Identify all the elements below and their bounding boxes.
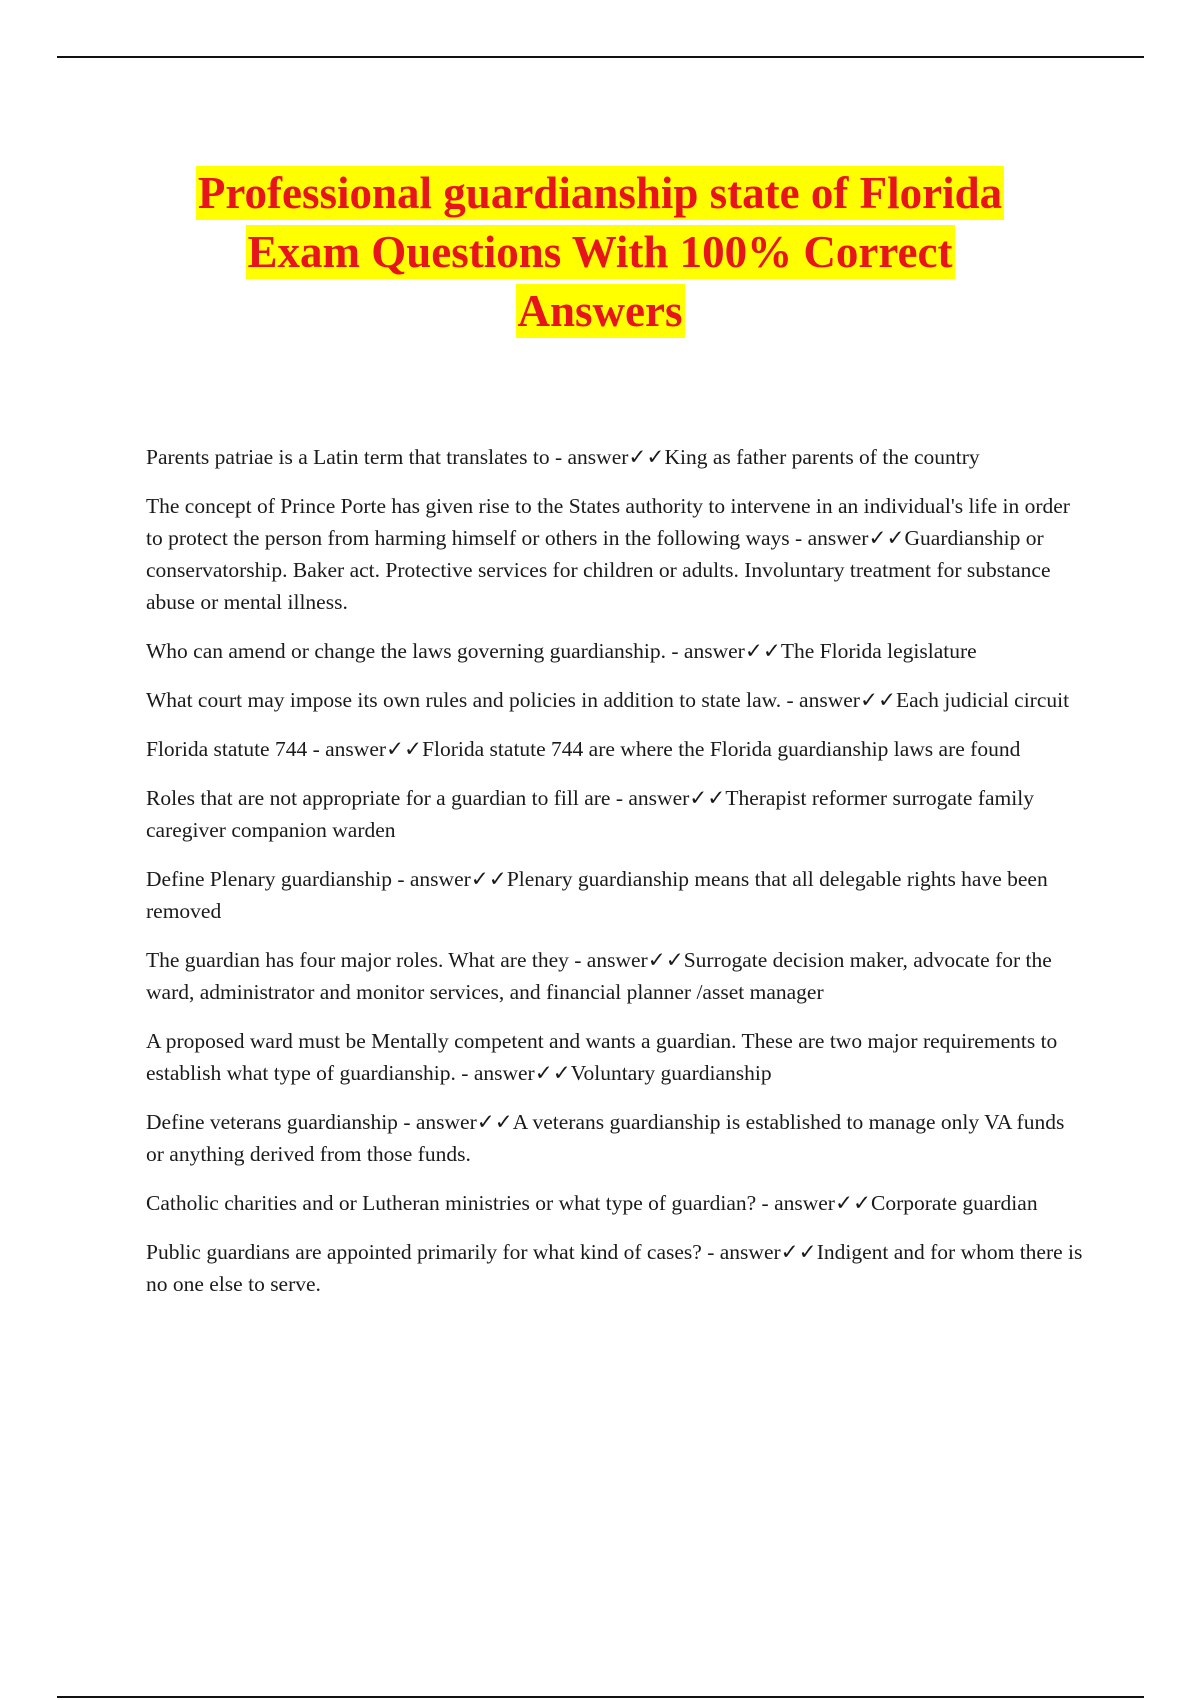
answer-text: A veterans guardianship is established to manage only VA funds or anything derived from those funds. bbox=[146, 1110, 1065, 1166]
answer-label: - answer bbox=[307, 737, 387, 761]
double-check-icon: ✓✓ bbox=[476, 1110, 513, 1134]
answer-text: Voluntary guardianship bbox=[570, 1061, 772, 1085]
answer-text: Therapist reformer surrogate family caregiver companion warden bbox=[146, 786, 1034, 842]
qa-item bbox=[146, 684, 1086, 716]
double-check-icon: ✓✓ bbox=[386, 737, 423, 761]
double-check-icon: ✓✓ bbox=[834, 1191, 872, 1215]
answer-text: The Florida legislature bbox=[780, 639, 977, 663]
question-text: Parents patriae is a Latin term that translates to bbox=[146, 445, 550, 469]
qa-item bbox=[146, 1187, 1086, 1219]
answer-label: - answer bbox=[391, 867, 471, 891]
question-text: What court may impose its own rules and policies in addition to state law. bbox=[146, 688, 782, 712]
answer-label: - answer bbox=[610, 786, 690, 810]
double-check-icon: ✓✓ bbox=[780, 1240, 817, 1264]
double-check-icon: ✓✓ bbox=[859, 688, 896, 712]
answer-text: Corporate guardian bbox=[871, 1191, 1038, 1215]
double-check-icon: ✓✓ bbox=[689, 786, 726, 810]
qa-item bbox=[146, 441, 1086, 473]
answer-text: Guardianship or conservatorship. Baker act. Protective services for children or adults. Involuntary treatment for substance abuse or mental illness. bbox=[146, 526, 1051, 614]
question-text: The concept of Prince Porte has given rise to the States authority to intervene in an individual's life in order to protect the person from harming himself or others in the following ways bbox=[146, 494, 1070, 550]
question-text: Who can amend or change the laws governing guardianship. bbox=[146, 639, 667, 663]
answer-label: - answer bbox=[781, 688, 860, 712]
qa-item bbox=[146, 490, 1086, 618]
answer-text: Each judicial circuit bbox=[895, 688, 1070, 712]
qa-item bbox=[146, 782, 1086, 846]
top-rule bbox=[57, 56, 1144, 58]
qa-item bbox=[146, 1106, 1086, 1170]
question-text: A proposed ward must be Mentally competent and wants a guardian. These are two major requirements to establish what type of guardianship. bbox=[146, 1029, 1058, 1085]
double-check-icon: ✓✓ bbox=[647, 948, 684, 972]
qa-item bbox=[146, 1025, 1086, 1089]
title-line: Professional guardianship state of Florida bbox=[197, 168, 1003, 218]
question-text: Florida statute 744 bbox=[146, 737, 308, 761]
title-line: Exam Questions With 100% Correct bbox=[247, 227, 953, 277]
double-check-icon: ✓✓ bbox=[470, 867, 507, 891]
qa-item bbox=[146, 733, 1086, 765]
question-text: Roles that are not appropriate for a guardian to fill are bbox=[146, 786, 611, 810]
question-text: Define veterans guardianship bbox=[146, 1110, 398, 1134]
answer-text: Surrogate decision maker, advocate for the ward, administrator and monitor services, and financial planner /asset manager bbox=[146, 948, 1052, 1004]
answer-label: - answer bbox=[397, 1110, 477, 1134]
answer-label: - answer bbox=[789, 526, 869, 550]
double-check-icon: ✓✓ bbox=[534, 1061, 571, 1085]
double-check-icon: ✓✓ bbox=[868, 526, 905, 550]
question-text: The guardian has four major roles. What are they bbox=[146, 948, 569, 972]
qa-item bbox=[146, 1236, 1086, 1300]
answer-text: King as father parents of the country bbox=[664, 445, 980, 469]
question-text: Catholic charities and or Lutheran ministries or what type of guardian? bbox=[146, 1191, 757, 1215]
answer-label: - answer bbox=[701, 1240, 781, 1264]
answer-label: - answer bbox=[455, 1061, 535, 1085]
question-text: Define Plenary guardianship bbox=[146, 867, 392, 891]
answer-label: - answer bbox=[568, 948, 648, 972]
answer-text: Indigent and for whom there is no one else to serve. bbox=[146, 1240, 1083, 1296]
double-check-icon: ✓✓ bbox=[628, 445, 665, 469]
bottom-rule bbox=[57, 1696, 1144, 1698]
answer-label: - answer bbox=[666, 639, 745, 663]
title-line: Answers bbox=[517, 286, 683, 336]
qa-item bbox=[146, 863, 1086, 927]
qa-item bbox=[146, 635, 1086, 667]
answer-text: Florida statute 744 are where the Florida guardianship laws are found bbox=[422, 737, 1021, 761]
document-title bbox=[100, 166, 1100, 343]
answer-label: - answer bbox=[756, 1191, 835, 1215]
qa-item bbox=[146, 944, 1086, 1008]
answer-label: - answer bbox=[549, 445, 629, 469]
qa-list bbox=[146, 441, 1086, 1317]
question-text: Public guardians are appointed primarily for what kind of cases? bbox=[146, 1240, 702, 1264]
double-check-icon: ✓✓ bbox=[744, 639, 781, 663]
answer-text: Plenary guardianship means that all delegable rights have been removed bbox=[146, 867, 1048, 923]
